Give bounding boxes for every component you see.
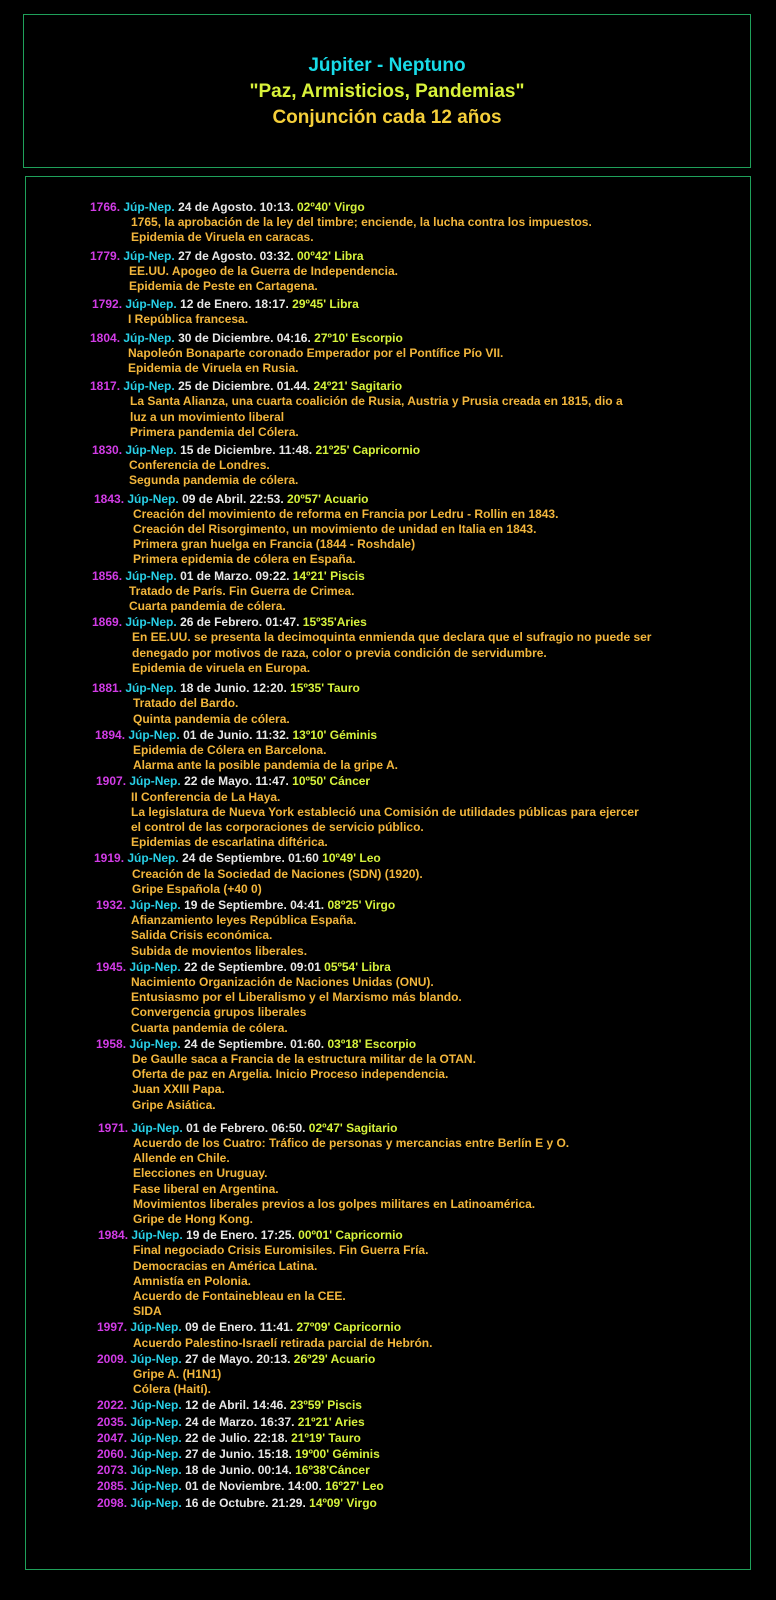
conjunction-entry xyxy=(0,1228,776,1319)
conjunction-header xyxy=(0,1037,776,1052)
historical-event: el control de las corporaciones de servicio público. xyxy=(131,819,424,834)
historical-event: Acuerdo de los Cuatro: Tráfico de personas y mercancias entre Berlín E y O. xyxy=(133,1135,570,1150)
conjunction-entry xyxy=(0,1463,776,1478)
conjunction-date: 27 de Mayo. 20:13. xyxy=(185,1351,291,1366)
conjunction-date: 24 de Septiembre. 01:60. xyxy=(184,1036,325,1051)
conjunction-date: 18 de Junio. 00:14. xyxy=(185,1463,292,1478)
conjunction-date: 16 de Octubre. 21:29. xyxy=(185,1495,306,1510)
conjunction-date: 19 de Enero. 17:25. xyxy=(186,1228,295,1243)
conjunction-entry xyxy=(0,1398,776,1413)
conjunction-position: 02º40' Virgo xyxy=(297,200,365,214)
conjunction-date: 09 de Abril. 22:53. xyxy=(182,491,284,506)
conjunction-header xyxy=(0,297,776,312)
conjunction-year: 1804. xyxy=(90,330,121,345)
conjunction-header xyxy=(0,1463,776,1478)
conjunction-planets: Júp-Nep. xyxy=(129,1036,181,1051)
conjunction-year: 1817. xyxy=(90,379,121,394)
conjunction-year: 1843. xyxy=(94,491,125,506)
historical-event: Primera epidemia de cólera en España. xyxy=(133,552,356,567)
historical-event: Cuarta pandemia de cólera. xyxy=(129,599,286,614)
conjunction-planets: Júp-Nep. xyxy=(130,1430,182,1445)
conjunction-position: 20º57' Acuario xyxy=(287,491,369,506)
historical-event: Allende en Chile. xyxy=(133,1151,230,1166)
historical-event: Alarma ante la posible pandemia de la gripe A. xyxy=(133,758,398,773)
conjunction-position: 27º10' Escorpio xyxy=(314,330,403,345)
conjunction-planets: Júp-Nep. xyxy=(125,681,177,696)
conjunction-entry xyxy=(0,1415,776,1430)
historical-event: Quinta pandemia de cólera. xyxy=(133,711,290,726)
conjunction-year: 2073. xyxy=(97,1463,128,1478)
historical-event: Epidemia de Cólera en Barcelona. xyxy=(133,742,327,757)
historical-event: Juan XXIII Papa. xyxy=(132,1082,225,1097)
conjunction-entry xyxy=(0,681,776,727)
conjunction-header xyxy=(0,443,776,458)
conjunction-year: 1997. xyxy=(97,1320,128,1335)
conjunction-date: 15 de Diciembre. 11:48. xyxy=(180,443,313,458)
conjunction-header xyxy=(0,1431,776,1446)
conjunction-year: 1919. xyxy=(94,851,125,866)
historical-event: Elecciones en Uruguay. xyxy=(133,1166,268,1181)
conjunction-position: 29º45' Libra xyxy=(292,297,359,312)
conjunction-year: 2060. xyxy=(97,1447,128,1462)
conjunction-position: 10º49' Leo xyxy=(322,851,381,866)
conjunction-position: 21º21' Aries xyxy=(297,1414,365,1429)
page-subtitle: "Paz, Armisticios, Pandemias" xyxy=(249,81,525,102)
conjunction-year: 2085. xyxy=(97,1479,128,1494)
historical-event: Creación de la Sociedad de Naciones (SDN) (1920). xyxy=(132,866,423,881)
conjunction-entry xyxy=(0,569,776,615)
conjunction-entry xyxy=(0,1037,776,1113)
conjunction-header xyxy=(0,898,776,913)
conjunction-planets: Júp-Nep. xyxy=(123,248,175,263)
conjunction-planets: Júp-Nep. xyxy=(127,491,179,506)
conjunction-year: 1958. xyxy=(96,1036,127,1051)
historical-event: Creación del movimiento de reforma en Francia por Ledru - Rollin en 1843. xyxy=(133,506,559,521)
conjunction-position: 10º50' Cáncer xyxy=(292,774,371,789)
conjunction-planets: Júp-Nep. xyxy=(131,1120,183,1135)
conjunction-entry xyxy=(0,1121,776,1227)
conjunction-date: 18 de Junio. 12:20. xyxy=(180,681,287,696)
conjunction-planets: Júp-Nep. xyxy=(127,851,179,866)
conjunction-position: 14º09' Virgo xyxy=(309,1495,377,1510)
conjunction-date: 12 de Abril. 14:46. xyxy=(185,1398,287,1413)
conjunction-date: 22 de Septiembre. 09:01 xyxy=(184,959,321,974)
conjunction-planets: Júp-Nep. xyxy=(131,1228,183,1243)
historical-event: De Gaulle saca a Francia de la estructura militar de la OTAN. xyxy=(132,1051,476,1066)
conjunction-header xyxy=(0,1496,776,1511)
conjunction-planets: Júp-Nep. xyxy=(125,297,177,312)
historical-event: Cólera (Haití). xyxy=(133,1382,212,1397)
historical-event: Amnistía en Polonia. xyxy=(133,1273,252,1288)
conjunction-entry xyxy=(0,960,776,1036)
conjunction-header xyxy=(0,492,776,507)
conjunction-entry xyxy=(0,1431,776,1446)
conjunction-position: 21º25' Capricornio xyxy=(315,443,421,458)
conjunction-header xyxy=(0,249,776,264)
historical-event: II Conferencia de La Haya. xyxy=(131,789,281,804)
conjunction-position: 16º27' Leo xyxy=(325,1479,384,1494)
conjunction-planets: Júp-Nep. xyxy=(130,1463,182,1478)
conjunction-date: 01 de Febrero. 06:50. xyxy=(186,1120,306,1135)
historical-event: Epidemia de Viruela en Rusia. xyxy=(128,361,299,376)
conjunction-date: 27 de Agosto. 03:32. xyxy=(178,248,294,263)
conjunction-planets: Júp-Nep. xyxy=(129,774,181,789)
conjunction-date: 19 de Septiembre. 04:41. xyxy=(184,897,325,912)
historical-event: Gripe Asiática. xyxy=(132,1097,216,1112)
conjunction-year: 1984. xyxy=(98,1228,129,1243)
conjunction-year: 1894. xyxy=(95,727,126,742)
historical-event: Convergencia grupos liberales xyxy=(131,1005,307,1020)
conjunction-year: 2009. xyxy=(97,1351,128,1366)
historical-event: Fase liberal en Argentina. xyxy=(133,1181,279,1196)
conjunction-position: 08º25' Virgo xyxy=(327,897,396,912)
conjunction-header xyxy=(0,1479,776,1494)
historical-event: Cuarta pandemia de cólera. xyxy=(131,1020,288,1035)
historical-event: Acuerdo de Fontainebleau en la CEE. xyxy=(133,1289,346,1304)
historical-event: SIDA xyxy=(133,1304,162,1319)
conjunction-position: 14º21' Piscis xyxy=(292,568,365,583)
conjunction-planets: Júp-Nep. xyxy=(130,1479,182,1494)
historical-event: La legislatura de Nueva York estableció una Comisión de utilidades públicas para ejercer xyxy=(131,804,639,819)
conjunction-position: 19º00' Géminis xyxy=(295,1447,380,1462)
conjunction-date: 01 de Noviembre. 14:00. xyxy=(185,1479,322,1494)
conjunction-planets: Júp-Nep. xyxy=(130,1447,182,1462)
historical-event: Primera pandemia del Cólera. xyxy=(130,424,299,439)
conjunction-date: 12 de Enero. 18:17. xyxy=(180,297,289,312)
conjunction-planets: Júp-Nep. xyxy=(130,1495,182,1510)
conjunction-entry xyxy=(0,331,776,377)
conjunction-entry xyxy=(0,898,776,959)
page-title: Júpiter - Neptuno xyxy=(308,55,466,76)
historical-event: Epidemias de escarlatina diftérica. xyxy=(131,835,328,850)
conjunction-year: 1881. xyxy=(92,681,123,696)
conjunction-position: 24º21' Sagitario xyxy=(313,379,403,394)
historical-event: Gripe A. (H1N1) xyxy=(133,1367,222,1382)
conjunction-position: 23º59' Piscis xyxy=(290,1398,362,1413)
conjunction-header xyxy=(0,1121,776,1136)
conjunction-planets: Júp-Nep. xyxy=(130,1414,182,1429)
historical-event: I República francesa. xyxy=(128,312,249,327)
conjunction-entry xyxy=(0,443,776,489)
conjunction-planets: Júp-Nep. xyxy=(130,1351,182,1366)
conjunction-year: 1971. xyxy=(98,1120,129,1135)
conjunction-entry xyxy=(0,774,776,850)
conjunction-position: 13º10' Géminis xyxy=(292,727,378,742)
historical-event: Acuerdo Palestino-Israelí retirada parcial de Hebrón. xyxy=(133,1335,433,1350)
conjunction-header xyxy=(0,1447,776,1462)
conjunction-position: 00º01' Capricornio xyxy=(298,1228,403,1243)
historical-event: Final negociado Crisis Euromisiles. Fin Guerra Fría. xyxy=(133,1243,429,1258)
conjunction-planets: Júp-Nep. xyxy=(129,959,181,974)
conjunction-position: 02º47' Sagitario xyxy=(308,1120,398,1135)
historical-event: Segunda pandemia de cólera. xyxy=(129,473,299,488)
conjunction-header xyxy=(0,1415,776,1430)
conjunction-date: 30 de Diciembre. 04:16. xyxy=(178,330,311,345)
conjunction-planets: Júp-Nep. xyxy=(123,379,175,394)
conjunction-date: 01 de Junio. 11:32. xyxy=(183,727,290,742)
conjunction-header xyxy=(0,728,776,743)
conjunction-year: 2098. xyxy=(97,1495,128,1510)
conjunction-planets: Júp-Nep. xyxy=(128,727,180,742)
conjunction-date: 09 de Enero. 11:41. xyxy=(185,1320,294,1335)
historical-event: En EE.UU. se presenta la decimoquinta enmienda que declara que el sufragio no puede ser xyxy=(132,630,652,645)
conjunction-date: 24 de Septiembre. 01:60 xyxy=(182,851,319,866)
historical-event: Subida de movientos liberales. xyxy=(131,943,308,958)
conjunction-header xyxy=(0,331,776,346)
historical-event: Entusiasmo por el Liberalismo y el Marxismo más blando. xyxy=(131,990,462,1005)
header-panel xyxy=(23,14,751,168)
conjunction-entry xyxy=(0,615,776,676)
conjunction-position: 05º54' Libra xyxy=(324,959,391,974)
historical-event: Conferencia de Londres. xyxy=(129,458,270,473)
historical-event: Oferta de paz en Argelia. Inicio Proceso independencia. xyxy=(132,1067,449,1082)
conjunction-date: 01 de Marzo. 09:22. xyxy=(180,568,290,583)
conjunction-header xyxy=(0,1352,776,1367)
conjunction-entry xyxy=(0,379,776,440)
historical-event: La Santa Alianza, una cuarta coalición de Rusia, Austria y Prusia creada en 1815, dio a xyxy=(130,394,623,409)
conjunction-position: 15º35' Tauro xyxy=(290,681,360,696)
conjunction-date: 25 de Diciembre. 01.44. xyxy=(178,379,311,394)
conjunction-header xyxy=(0,1320,776,1335)
conjunction-entry xyxy=(0,1479,776,1494)
conjunction-year: 2035. xyxy=(97,1414,128,1429)
historical-event: Gripe Española (+40 0) xyxy=(132,881,262,896)
conjunction-header xyxy=(0,379,776,394)
historical-event: Democracias en América Latina. xyxy=(133,1258,318,1273)
historical-event: Primera gran huelga en Francia (1844 - Roshdale) xyxy=(133,537,416,552)
conjunction-position: 15º35'Aries xyxy=(302,615,367,630)
conjunction-year: 1766. xyxy=(90,200,121,214)
conjunction-header xyxy=(0,1228,776,1243)
historical-event: Epidemia de viruela en Europa. xyxy=(132,660,311,675)
conjunction-header xyxy=(0,1398,776,1413)
conjunction-header xyxy=(0,851,776,866)
conjunction-header xyxy=(0,569,776,584)
historical-event: Movimientos liberales previos a los golpes militares en Latinoamérica. xyxy=(133,1196,536,1211)
conjunction-entry xyxy=(0,1320,776,1350)
conjunction-date: 24 de Agosto. 10:13. xyxy=(178,200,294,214)
historical-event: denegado por motivos de raza, color o previa condición de servidumbre. xyxy=(132,645,547,660)
historical-event: 1765, la aprobación de la ley del timbre; enciende, la lucha contra los impuestos. xyxy=(131,215,592,230)
conjunction-year: 1856. xyxy=(92,568,123,583)
conjunction-entry xyxy=(0,297,776,327)
conjunction-entry xyxy=(0,249,776,295)
conjunction-header xyxy=(0,200,776,215)
historical-event: Epidemia de Viruela en caracas. xyxy=(131,230,314,245)
conjunction-year: 1907. xyxy=(96,774,127,789)
conjunction-year: 1945. xyxy=(96,959,127,974)
conjunction-header xyxy=(0,774,776,789)
conjunction-year: 1792. xyxy=(92,297,123,312)
conjunction-entry xyxy=(0,728,776,774)
conjunction-planets: Júp-Nep. xyxy=(130,1320,182,1335)
conjunction-entry xyxy=(0,200,776,246)
historical-event: luz a un movimiento liberal xyxy=(130,409,285,424)
conjunction-header xyxy=(0,960,776,975)
conjunction-date: 22 de Julio. 22:18. xyxy=(185,1430,288,1445)
conjunction-year: 1779. xyxy=(90,248,121,263)
historical-event: Creación del Risorgimento, un movimiento de unidad en Italia en 1843. xyxy=(133,522,537,537)
conjunction-header xyxy=(0,615,776,630)
historical-event: EE.UU. Apogeo de la Guerra de Independencia. xyxy=(129,263,398,278)
conjunction-entry xyxy=(0,1447,776,1462)
conjunction-year: 1932. xyxy=(96,897,127,912)
conjunction-date: 24 de Marzo. 16:37. xyxy=(185,1414,295,1429)
conjunction-planets: Júp-Nep. xyxy=(125,568,177,583)
conjunction-position: 26º29' Acuario xyxy=(293,1351,376,1366)
historical-event: Epidemia de Peste en Cartagena. xyxy=(129,279,318,294)
conjunction-header xyxy=(0,681,776,696)
conjunction-year: 1869. xyxy=(92,615,123,630)
conjunction-planets: Júp-Nep. xyxy=(130,1398,182,1413)
conjunction-date: 26 de Febrero. 01:47. xyxy=(180,615,300,630)
conjunction-planets: Júp-Nep. xyxy=(125,443,177,458)
historical-event: Salida Crisis económica. xyxy=(131,928,273,943)
conjunction-planets: Júp-Nep. xyxy=(129,897,181,912)
historical-event: Nacimiento Organización de Naciones Unidas (ONU). xyxy=(131,974,434,989)
page-subtitle-2: Conjunción cada 12 años xyxy=(272,107,502,128)
historical-event: Tratado del Bardo. xyxy=(133,696,239,711)
conjunction-entry xyxy=(0,1352,776,1398)
conjunction-position: 03º18' Escorpio xyxy=(327,1036,417,1051)
conjunction-planets: Júp-Nep. xyxy=(125,615,177,630)
conjunction-date: 27 de Junio. 15:18. xyxy=(185,1447,292,1462)
conjunction-entry xyxy=(0,851,776,897)
conjunction-year: 2022. xyxy=(97,1398,128,1413)
conjunction-planets: Júp-Nep. xyxy=(123,330,175,345)
conjunction-year: 1830. xyxy=(92,443,123,458)
conjunction-year: 2047. xyxy=(97,1430,128,1445)
historical-event: Napoleón Bonaparte coronado Emperador por el Pontífice Pío VII. xyxy=(128,345,504,360)
historical-event: Gripe de Hong Kong. xyxy=(133,1212,253,1226)
historical-event: Afianzamiento leyes República España. xyxy=(131,913,357,928)
conjunction-position: 16º38'Cáncer xyxy=(295,1463,370,1478)
conjunction-position: 00º42' Libra xyxy=(297,248,364,263)
conjunction-entry xyxy=(0,1496,776,1511)
conjunction-date: 22 de Mayo. 11:47. xyxy=(184,774,289,789)
historical-event: Tratado de París. Fin Guerra de Crimea. xyxy=(129,583,355,598)
conjunction-entry xyxy=(0,492,776,568)
conjunction-planets: Júp-Nep. xyxy=(123,200,175,214)
conjunction-position: 27º09' Capricornio xyxy=(296,1320,402,1335)
conjunction-list xyxy=(0,200,776,1511)
conjunction-position: 21º19' Tauro xyxy=(291,1430,361,1445)
